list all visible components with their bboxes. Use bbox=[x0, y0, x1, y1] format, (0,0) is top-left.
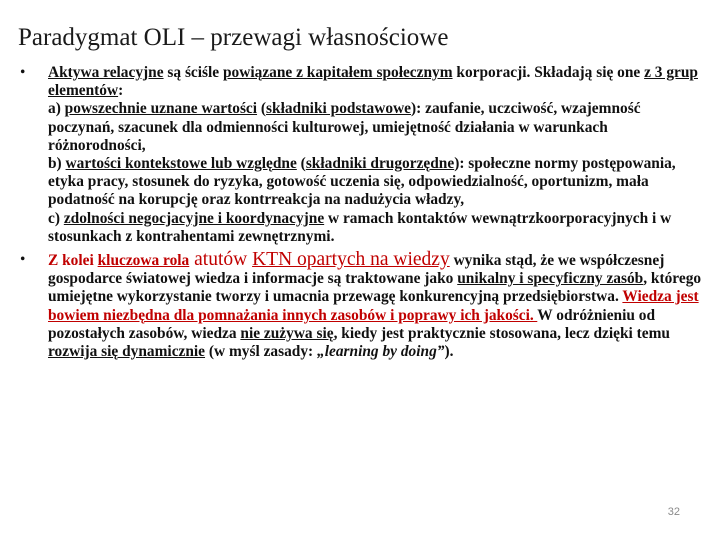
learning-by-doing-term: „learning by doing” bbox=[317, 343, 445, 361]
bullet-knowledge-assets bbox=[20, 251, 708, 361]
social-capital-term: powiązane z kapitałem społecznym bbox=[222, 64, 453, 81]
contextual-values-term: wartości kontekstowe lub względne bbox=[65, 155, 297, 173]
ktn-knowledge-term: KTN opartych na wiedzy bbox=[252, 249, 450, 271]
slide-number: 32 bbox=[667, 506, 680, 518]
point-a: a) powszechnie uznane wartości (składniki podstawowe): zaufanie, uczciwość, wzajemność poczynań, szacunek dla odmienności kulturowej, umiejętność działania w warunkach różnorodności, bbox=[48, 100, 641, 154]
negotiation-skills-term: zdolności negocjacyjne i koordynacyjne bbox=[63, 209, 325, 227]
slide-title: Paradygmat OLI – przewagi własnościowe bbox=[18, 24, 449, 51]
bullet2-text: Z kolei kluczowa rola atutów KTN opartych na wiedzy wynika stąd, że we współczesnej gospodarce światowej wiedza i informacje są traktowane jako unikalny i specyficzny zasób, którego umiejętne wykorzystanie tworzy i umacnia przewagę konkurencyjną przedsiębiorstwa. Wiedza jest bowiem niezbędna dla pomnażania innych zasobów i poprawy ich jakości. W odróżnieniu od pozostałych zasobów, wiedza nie zużywa się, kiedy jest praktycznie stosowana, lecz dzięki temu rozwija się dynamicznie (w myśl zasady: „learning by doing”). bbox=[48, 249, 702, 361]
slide-content bbox=[20, 64, 708, 361]
develops-dynamically-term: rozwija się dynamicznie bbox=[48, 343, 206, 361]
knowledge-necessary-text: Wiedza jest bowiem niezbędna dla pomnażania innych zasobów i poprawy ich jakości. bbox=[48, 288, 699, 324]
point-c: c) zdolności negocjacyjne i koordynacyjne w ramach kontaktów wewnątrzkoorporacyjnych i w stosunkach z kontrahentami zewnętrznymi. bbox=[48, 209, 672, 245]
three-groups-term: z 3 grup elementów bbox=[48, 64, 698, 100]
does-not-wear-term: nie zużywa się bbox=[240, 324, 334, 342]
unique-resource-term: unikalny i specyficzny zasób bbox=[457, 270, 644, 288]
relational-assets-term: Aktywa relacyjne bbox=[48, 64, 164, 81]
key-role-term: kluczowa rola bbox=[97, 252, 190, 270]
bullet-marker: • bbox=[20, 64, 26, 81]
basic-components-term: składniki podstawowe bbox=[266, 100, 412, 118]
bullet-relational-assets bbox=[20, 64, 708, 246]
secondary-components-term: składniki drugorzędne bbox=[305, 155, 455, 173]
universal-values-term: powszechnie uznane wartości bbox=[64, 100, 258, 118]
bullet1-intro: Aktywa relacyjne są ściśle powiązane z kapitałem społecznym korporacji. Składają się one z 3 grup elementów: bbox=[48, 64, 698, 100]
bullet-marker: • bbox=[20, 251, 26, 269]
point-b: b) wartości kontekstowe lub względne (składniki drugorzędne): społeczne normy postępowania, etyka pracy, stosunek do ryzyka, gotowość uczenia się, odpowiedzialność, oportunizm, mała podatność na korupcję oraz kontrreakcja na nadużycia władzy, bbox=[48, 155, 676, 209]
